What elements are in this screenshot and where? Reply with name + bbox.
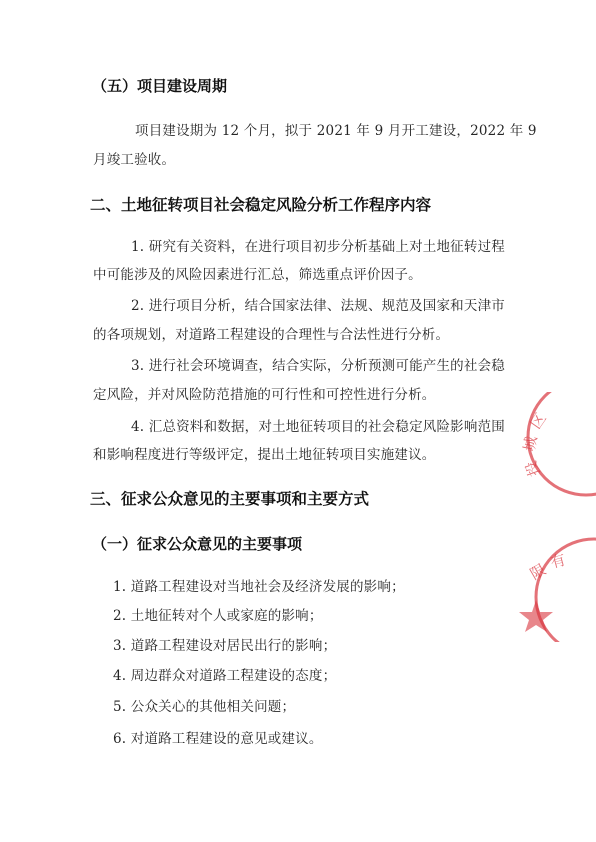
svg-text:限: 限 [527,560,550,584]
ch2-item-4-line-2: 和影响程度进行等级评定，提出土地征转项目实施建议。 [93,447,436,463]
ch2-item-4-line-1: 4. 汇总资料和数据，对土地征转项目的社会稳定风险影响范围 [131,419,505,435]
list-item: 2. 土地征转对个人或家庭的影响； [113,608,323,624]
list-item: 5. 公众关心的其他相关问题； [113,699,296,715]
ch2-item-2-line-2: 的各项规划，对道路工程建设的合理性与合法性进行分析。 [93,327,450,343]
seal-stamp [516,392,596,642]
chapter-3-title: 三、征求公众意见的主要事项和主要方式 [90,490,370,508]
seal-stamp-graphic [516,392,596,642]
svg-text:投: 投 [521,458,544,479]
ch2-item-3-line-2: 定风险，并对风险防范措施的可行性和可控性进行分析。 [93,387,436,403]
svg-text:城: 城 [520,434,541,453]
section-5-paragraph-line-2: 月竣工验收。 [93,152,176,168]
ch2-item-2-line-1: 2. 进行项目分析，结合国家法律、法规、规范及国家和天津市 [131,298,505,314]
chapter-3-subsection-1-title: （一）征求公众意见的主要事项 [92,535,303,553]
chapter-2-title: 二、土地征转项目社会稳定风险分析工作程序内容 [90,196,432,214]
section-5-title: （五）项目建设周期 [92,77,228,95]
svg-text:区: 区 [526,409,550,433]
ch2-item-1-line-1: 1. 研究有关资料，在进行项目初步分析基础上对土地征转过程 [131,239,505,255]
svg-text:有: 有 [548,550,568,572]
section-5-paragraph-line-1: 项目建设期为 12 个月，拟于 2021 年 9 月开工建设，2022 年 9 [135,123,537,139]
ch2-item-1-line-2: 中可能涉及的风险因素进行汇总，筛选重点评价因子。 [93,267,422,283]
list-item: 1. 道路工程建设对当地社会及经济发展的影响； [113,579,405,595]
list-item: 3. 道路工程建设对居民出行的影响； [113,638,337,654]
ch2-item-3-line-1: 3. 进行社会环境调查，结合实际，分析预测可能产生的社会稳 [131,358,505,374]
list-item: 6. 对道路工程建设的意见或建议。 [113,731,323,747]
list-item: 4. 周边群众对道路工程建设的态度； [113,668,337,684]
